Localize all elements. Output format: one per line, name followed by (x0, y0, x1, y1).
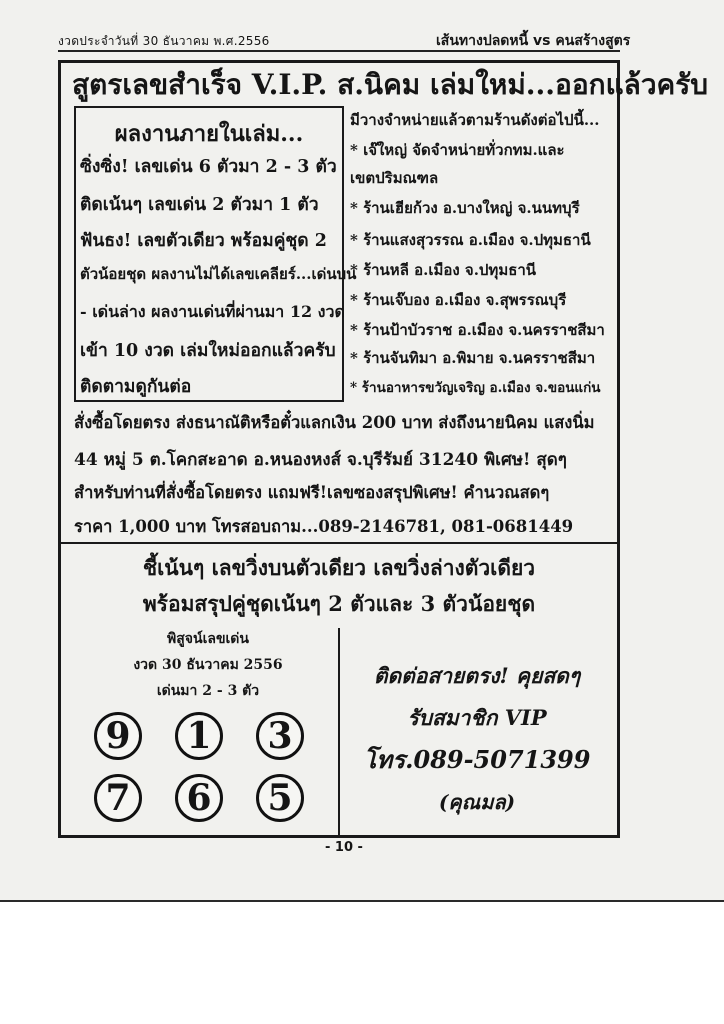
distributor-item: * เจ๊ใหญ่ จัดจำหน่ายทั่วกทม.และ (350, 141, 565, 159)
ad-title: สูตรเลขสำเร็จ V.I.P. ส.นิคม เล่มใหม่...ออกแล้วครับ (72, 68, 709, 101)
contents-line: ตัวน้อยชุด ผลงานไม่ได้เลขเคลียร์...เด่นบน (80, 265, 357, 283)
distributor-intro: มีวางจำหน่ายแล้วตามร้านดังต่อไปนี้... (350, 111, 600, 129)
digit-circle: 5 (256, 774, 304, 822)
proof-result-note: เด่นมา 2 - 3 ตัว (156, 683, 260, 699)
contents-line: - เด่นล่าง ผลงานเด่นที่ผ่านมา 12 งวด (80, 302, 345, 321)
contact-phone: โทร.089-5071399 (363, 745, 591, 774)
contact-name: (คุณมล) (438, 790, 516, 814)
promo-line-2: พร้อมสรุปคู่ชุดเน้นๆ 2 ตัวและ 3 ตัวน้อยชุด (142, 591, 536, 616)
distributor-item: * ร้านเจ๊บอง อ.เมือง จ.สุพรรณบุรี (350, 291, 567, 309)
distributor-item: * ร้านจันทิมา อ.พิมาย จ.นครราชสีมา (350, 349, 596, 367)
contents-heading: ผลงานภายในเล่ม... (114, 121, 304, 147)
digit-circle: 1 (175, 712, 223, 760)
order-line: สำหรับท่านที่สั่งซื้อโดยตรง แถมฟรี!เลขซองสรุปพิเศษ! คำนวณสดๆ (74, 483, 550, 502)
digit-circle: 9 (94, 712, 142, 760)
contact-membership: รับสมาชิก VIP (407, 705, 547, 730)
distributor-item: * ร้านป้าบัวราช อ.เมือง จ.นครราชสีมา (350, 321, 605, 339)
proof-draw-date: งวด 30 ธันวาคม 2556 (133, 657, 283, 673)
digit-circle: 3 (256, 712, 304, 760)
contents-line: ฟันธง! เลขตัวเดียว พร้อมคู่ชุด 2 (80, 231, 327, 251)
contents-line: ซิ่งซิ่ง! เลขเด่น 6 ตัวมา 2 - 3 ตัว (80, 157, 337, 177)
issue-date-header: งวดประจำวันที่ 30 ธันวาคม พ.ศ.2556 (58, 34, 270, 48)
distributor-item: * ร้านแสงสุวรรณ อ.เมือง จ.ปทุมธานี (350, 231, 591, 249)
order-line: ราคา 1,000 บาท โทรสอบถาม...089-2146781, 081-0681449 (74, 517, 574, 536)
digit-circle: 7 (94, 774, 142, 822)
page-number: - 10 - (325, 840, 363, 855)
contact-call-out: ติดต่อสายตรง! คุยสดๆ (373, 663, 581, 688)
header-divider (58, 50, 620, 52)
promo-line-1: ชี้เน้นๆ เลขวิ่งบนตัวเดียว เลขวิ่งล่างตัวเดียว (142, 555, 536, 580)
contents-line: เข้า 10 งวด เล่มใหม่ออกแล้วครับ (80, 341, 336, 361)
proof-heading: พิสูจน์เลขเด่น (167, 631, 249, 647)
contents-line: ติดเน้นๆ เลขเด่น 2 ตัวมา 1 ตัว (80, 195, 319, 215)
section-divider (60, 542, 618, 544)
distributor-item: * ร้านเฮียก้วง อ.บางใหญ่ จ.นนทบุรี (350, 199, 580, 217)
digit-circle: 6 (175, 774, 223, 822)
publication-title: เส้นทางปลดหนี้ vs คนสร้างสูตร (436, 33, 631, 49)
distributor-item: เขตปริมณฑล (350, 169, 439, 187)
distributor-item: * ร้านอาหารขวัญเจริญ อ.เมือง จ.ขอนแก่น (350, 380, 601, 396)
order-line: 44 หมู่ 5 ต.โคกสะอาด อ.หนองหงส์ จ.บุรีรัมย์ 31240 พิเศษ! สุดๆ (74, 450, 567, 470)
contents-line: ติดตามดูกันต่อ (80, 377, 192, 397)
distributor-item: * ร้านหลี อ.เมือง จ.ปทุมธานี (350, 261, 537, 279)
order-line: สั่งซื้อโดยตรง ส่งธนาณัติหรือตั๋วแลกเงิน 200 บาท ส่งถึงนายนิคม แสงนิ่ม (74, 413, 595, 432)
column-divider (338, 628, 340, 838)
